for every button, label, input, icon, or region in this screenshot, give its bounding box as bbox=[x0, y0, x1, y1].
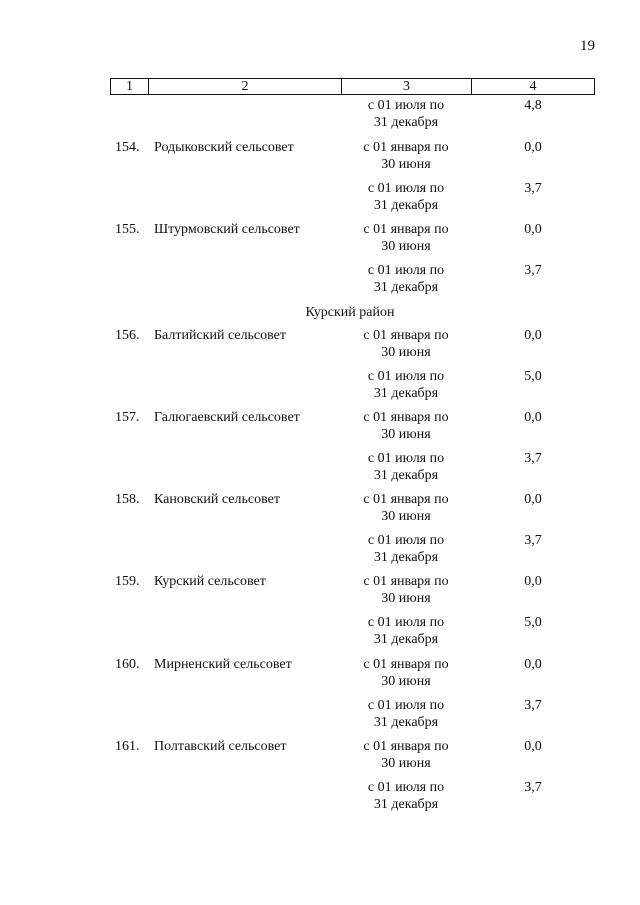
period-cell bbox=[340, 491, 472, 525]
period-cell bbox=[340, 614, 472, 648]
row-name: Штурмовский сельсовет bbox=[154, 222, 300, 237]
value-cell: 3,7 bbox=[524, 451, 542, 466]
period-cell bbox=[340, 262, 472, 296]
period-line-2: 31 декабря bbox=[373, 715, 439, 730]
period-cell bbox=[340, 97, 472, 131]
period-line-1: с 01 июля по bbox=[367, 451, 445, 466]
header-col-4: 4 bbox=[529, 79, 537, 94]
period-cell bbox=[340, 409, 472, 443]
value-cell: 4,8 bbox=[524, 98, 542, 113]
page-number: 19 bbox=[580, 38, 595, 54]
period-line-1: с 01 июля по bbox=[367, 780, 445, 795]
period-cell bbox=[340, 221, 472, 255]
period-line-2: 30 июня bbox=[381, 345, 431, 360]
period-line-2: 31 декабря bbox=[373, 115, 439, 130]
period-line-1: с 01 января по bbox=[363, 739, 449, 754]
period-line-1: с 01 июля по bbox=[367, 98, 445, 113]
value-cell: 0,0 bbox=[524, 140, 542, 155]
period-line-1: с 01 января по bbox=[363, 657, 449, 672]
period-line-1: с 01 июля по bbox=[367, 263, 445, 278]
period-cell bbox=[340, 656, 472, 690]
value-cell: 3,7 bbox=[524, 698, 542, 713]
period-line-2: 30 июня bbox=[381, 674, 431, 689]
value-cell: 5,0 bbox=[524, 615, 542, 630]
period-cell bbox=[340, 327, 472, 361]
header-col-1: 1 bbox=[111, 79, 149, 94]
period-line-1: с 01 июля по bbox=[367, 369, 445, 384]
period-cell bbox=[340, 573, 472, 607]
row-name: Родыковский сельсовет bbox=[154, 140, 294, 155]
period-line-2: 30 июня bbox=[381, 239, 431, 254]
value-cell: 0,0 bbox=[524, 739, 542, 754]
value-cell: 0,0 bbox=[524, 492, 542, 507]
row-number: 159. bbox=[115, 574, 140, 589]
row-name: Галюгаевский сельсовет bbox=[154, 410, 300, 425]
period-cell bbox=[340, 180, 472, 214]
period-line-1: с 01 января по bbox=[363, 410, 449, 425]
row-number: 156. bbox=[115, 328, 140, 343]
section-title: Курский район bbox=[305, 305, 395, 320]
value-cell: 3,7 bbox=[524, 263, 542, 278]
row-name: Кановский сельсовет bbox=[154, 492, 280, 507]
period-line-1: с 01 июля по bbox=[367, 533, 445, 548]
period-cell bbox=[340, 139, 472, 173]
period-line-2: 31 декабря bbox=[373, 280, 439, 295]
period-line-2: 30 июня bbox=[381, 427, 431, 442]
row-number: 154. bbox=[115, 140, 140, 155]
period-line-1: с 01 января по bbox=[363, 140, 449, 155]
value-cell: 3,7 bbox=[524, 181, 542, 196]
period-cell bbox=[340, 450, 472, 484]
table-header bbox=[110, 78, 595, 95]
value-cell: 0,0 bbox=[524, 657, 542, 672]
period-cell bbox=[340, 532, 472, 566]
period-line-2: 30 июня bbox=[381, 756, 431, 771]
value-cell: 3,7 bbox=[524, 533, 542, 548]
period-line-2: 31 декабря bbox=[373, 550, 439, 565]
period-line-2: 30 июня bbox=[381, 591, 431, 606]
period-line-2: 30 июня bbox=[381, 157, 431, 172]
value-cell: 0,0 bbox=[524, 410, 542, 425]
period-line-2: 31 декабря bbox=[373, 797, 439, 812]
row-number: 155. bbox=[115, 222, 140, 237]
period-line-1: с 01 января по bbox=[363, 574, 449, 589]
period-cell bbox=[340, 738, 472, 772]
header-col-2: 2 bbox=[149, 79, 342, 94]
period-cell bbox=[340, 697, 472, 731]
period-line-1: с 01 января по bbox=[363, 222, 449, 237]
row-name: Балтийский сельсовет bbox=[154, 328, 287, 343]
row-name: Полтавский сельсовет bbox=[154, 739, 287, 754]
value-cell: 5,0 bbox=[524, 369, 542, 384]
row-number: 158. bbox=[115, 492, 140, 507]
row-number: 161. bbox=[115, 739, 140, 754]
period-line-1: с 01 июля по bbox=[367, 615, 445, 630]
period-line-1: с 01 июля по bbox=[367, 698, 445, 713]
period-line-1: с 01 июля по bbox=[367, 181, 445, 196]
period-line-1: с 01 января по bbox=[363, 328, 449, 343]
row-name: Курский сельсовет bbox=[154, 574, 266, 589]
period-line-2: 30 июня bbox=[381, 509, 431, 524]
period-cell bbox=[340, 368, 472, 402]
value-cell: 0,0 bbox=[524, 574, 542, 589]
period-line-1: с 01 января по bbox=[363, 492, 449, 507]
value-cell: 0,0 bbox=[524, 222, 542, 237]
period-cell bbox=[340, 779, 472, 813]
period-line-2: 31 декабря bbox=[373, 468, 439, 483]
value-cell: 3,7 bbox=[524, 780, 542, 795]
row-name: Мирненский сельсовет bbox=[154, 657, 292, 672]
period-line-2: 31 декабря bbox=[373, 386, 439, 401]
header-col-3: 3 bbox=[342, 79, 472, 94]
period-line-2: 31 декабря bbox=[373, 198, 439, 213]
row-number: 160. bbox=[115, 657, 140, 672]
row-number: 157. bbox=[115, 410, 140, 425]
value-cell: 0,0 bbox=[524, 328, 542, 343]
period-line-2: 31 декабря bbox=[373, 632, 439, 647]
